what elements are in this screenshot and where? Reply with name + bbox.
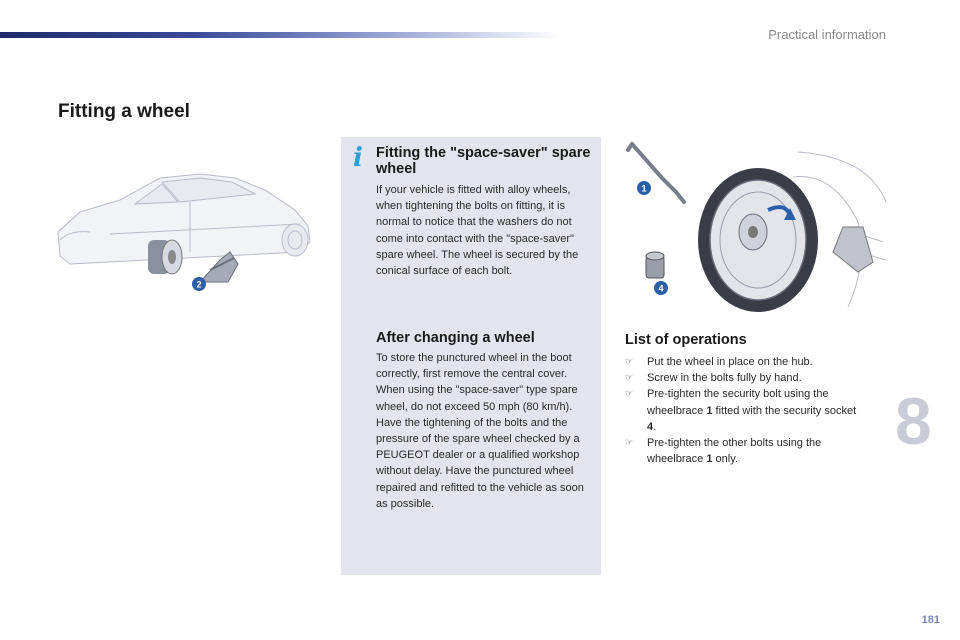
spacesaver-title: Fitting the "space-saver" spare wheel [376,145,591,177]
operation-item: ☞ Pre-tighten the security bolt using the wheelbrace 1 fitted with the security socket 4. [625,388,857,433]
pointer-bullet-icon: ☞ [625,438,634,449]
info-icon: i [353,143,363,173]
operation-item: ☞ Screw in the bolts fully by hand. [625,370,865,386]
car-jacking-illustration [50,160,320,300]
operation-item: ☞ Put the wheel in place on the hub. [625,354,865,370]
pointer-bullet-icon: ☞ [625,357,634,367]
page-title: Fitting a wheel [58,101,190,122]
spacesaver-text: If your vehicle is fitted with alloy wheels, when tightening the bolts on fitting, it is normal to notice that the washers do not come into contact with the "space-saver" spare wheel. The wheel is secured by the conical surface of each bolt. [376,184,579,278]
operation-item: ☞ Pre-tighten the other bolts using the wheelbrace 1 only. [625,437,822,466]
after-changing-title: After changing a wheel [376,330,535,346]
section-header: Practical information [768,27,886,42]
chapter-number: 8 [895,384,932,458]
operations-list [625,354,865,467]
socket-ref: 4 [647,420,654,433]
wheelbrace-ref: 1 [706,453,713,466]
callout-4-label: 4 [658,283,664,294]
header-gradient-bar [0,32,560,38]
operations-title: List of operations [625,332,747,348]
after-changing-text: To store the punctured wheel in the boot correctly, first remove the central cover. When using the "space-saver" type spare wheel, do not exceed 50 mph (80 km/h). Have the tightening of the bolts and the pressure of the spare wheel checked by a PEUGEOT dealer or a qualified workshop without delay. Have the punctured wheel repaired and refitted to the vehicle as soon as possible. [376,352,584,510]
wheelbrace-ref: 1 [706,404,713,417]
page-number: 181 [921,614,940,626]
pointer-bullet-icon: ☞ [625,373,634,384]
callout-1-label: 1 [641,183,647,194]
callout-2-label: 2 [196,279,202,290]
wheel-fitting-illustration [618,132,888,322]
info-panel [341,137,601,575]
pointer-bullet-icon: ☞ [625,389,634,400]
